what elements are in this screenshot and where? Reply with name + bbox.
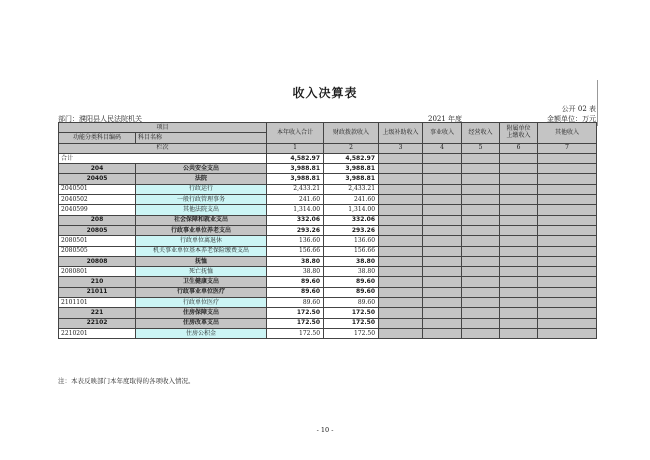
empty-cell (462, 153, 500, 163)
empty-cell (538, 215, 597, 225)
empty-cell (538, 318, 597, 328)
empty-cell (462, 287, 500, 297)
row-total-income: 172.50 (267, 308, 324, 318)
header-row-3 (59, 143, 597, 153)
empty-cell (379, 195, 423, 205)
total-row (59, 153, 597, 163)
empty-cell (462, 256, 500, 266)
row-name: 抚恤 (136, 256, 267, 266)
table-row (59, 215, 597, 225)
empty-cell (379, 246, 423, 256)
row-code: 2040502 (59, 195, 136, 205)
table-row (59, 328, 597, 338)
row-code: 204 (59, 164, 136, 174)
row-total-income: 38.80 (267, 256, 324, 266)
footnote: 注：本表反映部门本年度取得的各项收入情况。 (58, 377, 195, 385)
table-row (59, 195, 597, 205)
empty-cell (500, 328, 538, 338)
row-fiscal: 3,988.81 (324, 174, 379, 184)
unit-label: 金额单位：万元 (547, 115, 596, 123)
header-n7: 7 (538, 143, 597, 153)
empty-cell (462, 246, 500, 256)
row-code: 208 (59, 215, 136, 225)
empty-cell (538, 256, 597, 266)
total-label: 合计 (59, 153, 267, 163)
empty-cell (538, 164, 597, 174)
empty-cell (423, 215, 462, 225)
row-code: 2080505 (59, 246, 136, 256)
row-total-income: 156.66 (267, 246, 324, 256)
header-operating: 经营收入 (462, 123, 500, 144)
empty-cell (379, 298, 423, 308)
empty-cell (379, 328, 423, 338)
total-income-value: 4,582.97 (267, 153, 324, 163)
header-row-1 (59, 123, 597, 133)
row-name: 行政事业单位养老支出 (136, 225, 267, 235)
empty-cell (500, 277, 538, 287)
empty-cell (379, 184, 423, 194)
page-number: - 10 - (316, 426, 334, 434)
empty-cell (538, 267, 597, 277)
table-row (59, 236, 597, 246)
empty-cell (462, 195, 500, 205)
header-n1: 1 (267, 143, 324, 153)
header-affiliated-line1: 附属单位 (506, 124, 531, 132)
table-row (59, 205, 597, 215)
row-code: 20805 (59, 225, 136, 235)
row-total-income: 89.60 (267, 287, 324, 297)
row-name: 死亡抚恤 (136, 267, 267, 277)
header-n2: 2 (324, 143, 379, 153)
row-name: 卫生健康支出 (136, 277, 267, 287)
row-name: 法院 (136, 174, 267, 184)
row-total-income: 3,988.81 (267, 174, 324, 184)
row-code: 2040599 (59, 205, 136, 215)
empty-cell (538, 298, 597, 308)
empty-cell (379, 225, 423, 235)
empty-cell (423, 328, 462, 338)
empty-cell (379, 267, 423, 277)
empty-cell (379, 164, 423, 174)
empty-cell (379, 236, 423, 246)
table-row (59, 277, 597, 287)
empty-cell (462, 205, 500, 215)
empty-cell (423, 195, 462, 205)
row-code: 2210201 (59, 328, 136, 338)
empty-cell (500, 308, 538, 318)
empty-cell (462, 225, 500, 235)
row-fiscal: 172.50 (324, 318, 379, 328)
row-fiscal: 1,314.00 (324, 205, 379, 215)
empty-cell (423, 298, 462, 308)
table-row (59, 225, 597, 235)
row-code: 2080801 (59, 267, 136, 277)
row-name: 其他法院支出 (136, 205, 267, 215)
department-label: 部门：濮阳县人民法院机关 (58, 115, 142, 123)
empty-cell (423, 225, 462, 235)
empty-cell (423, 267, 462, 277)
empty-cell (500, 298, 538, 308)
empty-cell (538, 205, 597, 215)
empty-cell (423, 287, 462, 297)
empty-cell (423, 153, 462, 163)
empty-cell (500, 287, 538, 297)
empty-cell (462, 318, 500, 328)
empty-cell (462, 174, 500, 184)
row-name: 行政单位离退休 (136, 236, 267, 246)
form-code: 公开 02 表 (561, 105, 596, 113)
empty-cell (462, 236, 500, 246)
row-fiscal: 241.60 (324, 195, 379, 205)
table-row (59, 308, 597, 318)
row-fiscal: 293.26 (324, 225, 379, 235)
empty-cell (538, 277, 597, 287)
empty-cell (379, 308, 423, 318)
row-name: 住房改革支出 (136, 318, 267, 328)
row-fiscal: 332.06 (324, 215, 379, 225)
empty-cell (462, 267, 500, 277)
empty-cell (500, 184, 538, 194)
empty-cell (538, 236, 597, 246)
empty-cell (538, 195, 597, 205)
empty-cell (462, 215, 500, 225)
table-row (59, 267, 597, 277)
row-total-income: 293.26 (267, 225, 324, 235)
header-total-income: 本年收入合计 (267, 123, 324, 144)
row-name: 行政单位医疗 (136, 298, 267, 308)
empty-cell (379, 277, 423, 287)
empty-cell (423, 277, 462, 287)
header-affiliated-line2: 上缴收入 (506, 131, 531, 139)
empty-cell (423, 164, 462, 174)
empty-cell (500, 205, 538, 215)
row-total-income: 89.60 (267, 277, 324, 287)
row-fiscal: 89.60 (324, 298, 379, 308)
header-other: 其他收入 (538, 123, 597, 144)
empty-cell (538, 174, 597, 184)
table-row (59, 246, 597, 256)
table-row (59, 164, 597, 174)
empty-cell (379, 153, 423, 163)
empty-cell (538, 287, 597, 297)
row-code: 20405 (59, 174, 136, 184)
row-total-income: 3,988.81 (267, 164, 324, 174)
row-fiscal: 89.60 (324, 277, 379, 287)
row-name: 住房保障支出 (136, 308, 267, 318)
empty-cell (423, 205, 462, 215)
header-col-no: 栏次 (59, 143, 267, 153)
row-total-income: 332.06 (267, 215, 324, 225)
header-n5: 5 (462, 143, 500, 153)
header-n4: 4 (423, 143, 462, 153)
row-fiscal: 172.50 (324, 308, 379, 318)
table-row (59, 174, 597, 184)
row-fiscal: 2,433.21 (324, 184, 379, 194)
row-total-income: 38.80 (267, 267, 324, 277)
header-subject-name: 科目名称 (136, 133, 267, 143)
row-code: 2080501 (59, 236, 136, 246)
empty-cell (379, 287, 423, 297)
row-code: 210 (59, 277, 136, 287)
row-fiscal: 89.60 (324, 287, 379, 297)
row-name: 机关事业单位基本养老保险缴费支出 (136, 246, 267, 256)
empty-cell (462, 184, 500, 194)
row-fiscal: 136.60 (324, 236, 379, 246)
empty-cell (538, 153, 597, 163)
empty-cell (500, 215, 538, 225)
header-fiscal: 财政拨款收入 (324, 123, 379, 144)
row-code: 2040501 (59, 184, 136, 194)
header-affiliated (500, 123, 538, 144)
row-total-income: 172.50 (267, 318, 324, 328)
row-fiscal: 38.80 (324, 256, 379, 266)
empty-cell (423, 236, 462, 246)
empty-cell (423, 318, 462, 328)
row-code: 2101101 (59, 298, 136, 308)
empty-cell (538, 225, 597, 235)
empty-cell (379, 318, 423, 328)
header-func-code: 功能分类科目编码 (59, 133, 136, 143)
empty-cell (500, 236, 538, 246)
empty-cell (379, 174, 423, 184)
empty-cell (462, 308, 500, 318)
empty-cell (423, 308, 462, 318)
row-total-income: 136.60 (267, 236, 324, 246)
page-title: 收入决算表 (292, 86, 358, 100)
empty-cell (379, 205, 423, 215)
row-code: 221 (59, 308, 136, 318)
row-name: 社会保障和就业支出 (136, 215, 267, 225)
year-label: 2021 年度 (428, 115, 463, 123)
header-superior-subsidy: 上级补助收入 (379, 123, 423, 144)
empty-cell (538, 184, 597, 194)
empty-cell (500, 225, 538, 235)
row-fiscal: 38.80 (324, 267, 379, 277)
empty-cell (423, 174, 462, 184)
empty-cell (500, 164, 538, 174)
empty-cell (379, 256, 423, 266)
empty-cell (462, 328, 500, 338)
header-business: 事业收入 (423, 123, 462, 144)
header-n6: 6 (500, 143, 538, 153)
empty-cell (538, 328, 597, 338)
empty-cell (538, 246, 597, 256)
empty-cell (462, 277, 500, 287)
empty-cell (538, 308, 597, 318)
row-name: 行政事业单位医疗 (136, 287, 267, 297)
row-total-income: 89.60 (267, 298, 324, 308)
table-row (59, 287, 597, 297)
row-code: 20808 (59, 256, 136, 266)
row-name: 住房公积金 (136, 328, 267, 338)
row-fiscal: 172.50 (324, 328, 379, 338)
empty-cell (423, 256, 462, 266)
empty-cell (423, 246, 462, 256)
empty-cell (500, 318, 538, 328)
row-total-income: 241.60 (267, 195, 324, 205)
income-table (58, 122, 597, 339)
empty-cell (500, 153, 538, 163)
total-fiscal-value: 4,582.97 (324, 153, 379, 163)
empty-cell (500, 267, 538, 277)
row-name: 行政运行 (136, 184, 267, 194)
empty-cell (462, 298, 500, 308)
row-name: 一般行政管理事务 (136, 195, 267, 205)
row-fiscal: 156.66 (324, 246, 379, 256)
row-total-income: 172.50 (267, 328, 324, 338)
table-row (59, 298, 597, 308)
row-fiscal: 3,988.81 (324, 164, 379, 174)
row-total-income: 1,314.00 (267, 205, 324, 215)
row-total-income: 2,433.21 (267, 184, 324, 194)
header-n3: 3 (379, 143, 423, 153)
table-row (59, 184, 597, 194)
empty-cell (500, 256, 538, 266)
table-row (59, 256, 597, 266)
header-item: 项目 (59, 123, 267, 133)
table-row (59, 318, 597, 328)
empty-cell (500, 246, 538, 256)
row-code: 21011 (59, 287, 136, 297)
empty-cell (500, 174, 538, 184)
row-code: 22102 (59, 318, 136, 328)
empty-cell (462, 164, 500, 174)
empty-cell (500, 195, 538, 205)
empty-cell (423, 184, 462, 194)
row-name: 公共安全支出 (136, 164, 267, 174)
empty-cell (379, 215, 423, 225)
